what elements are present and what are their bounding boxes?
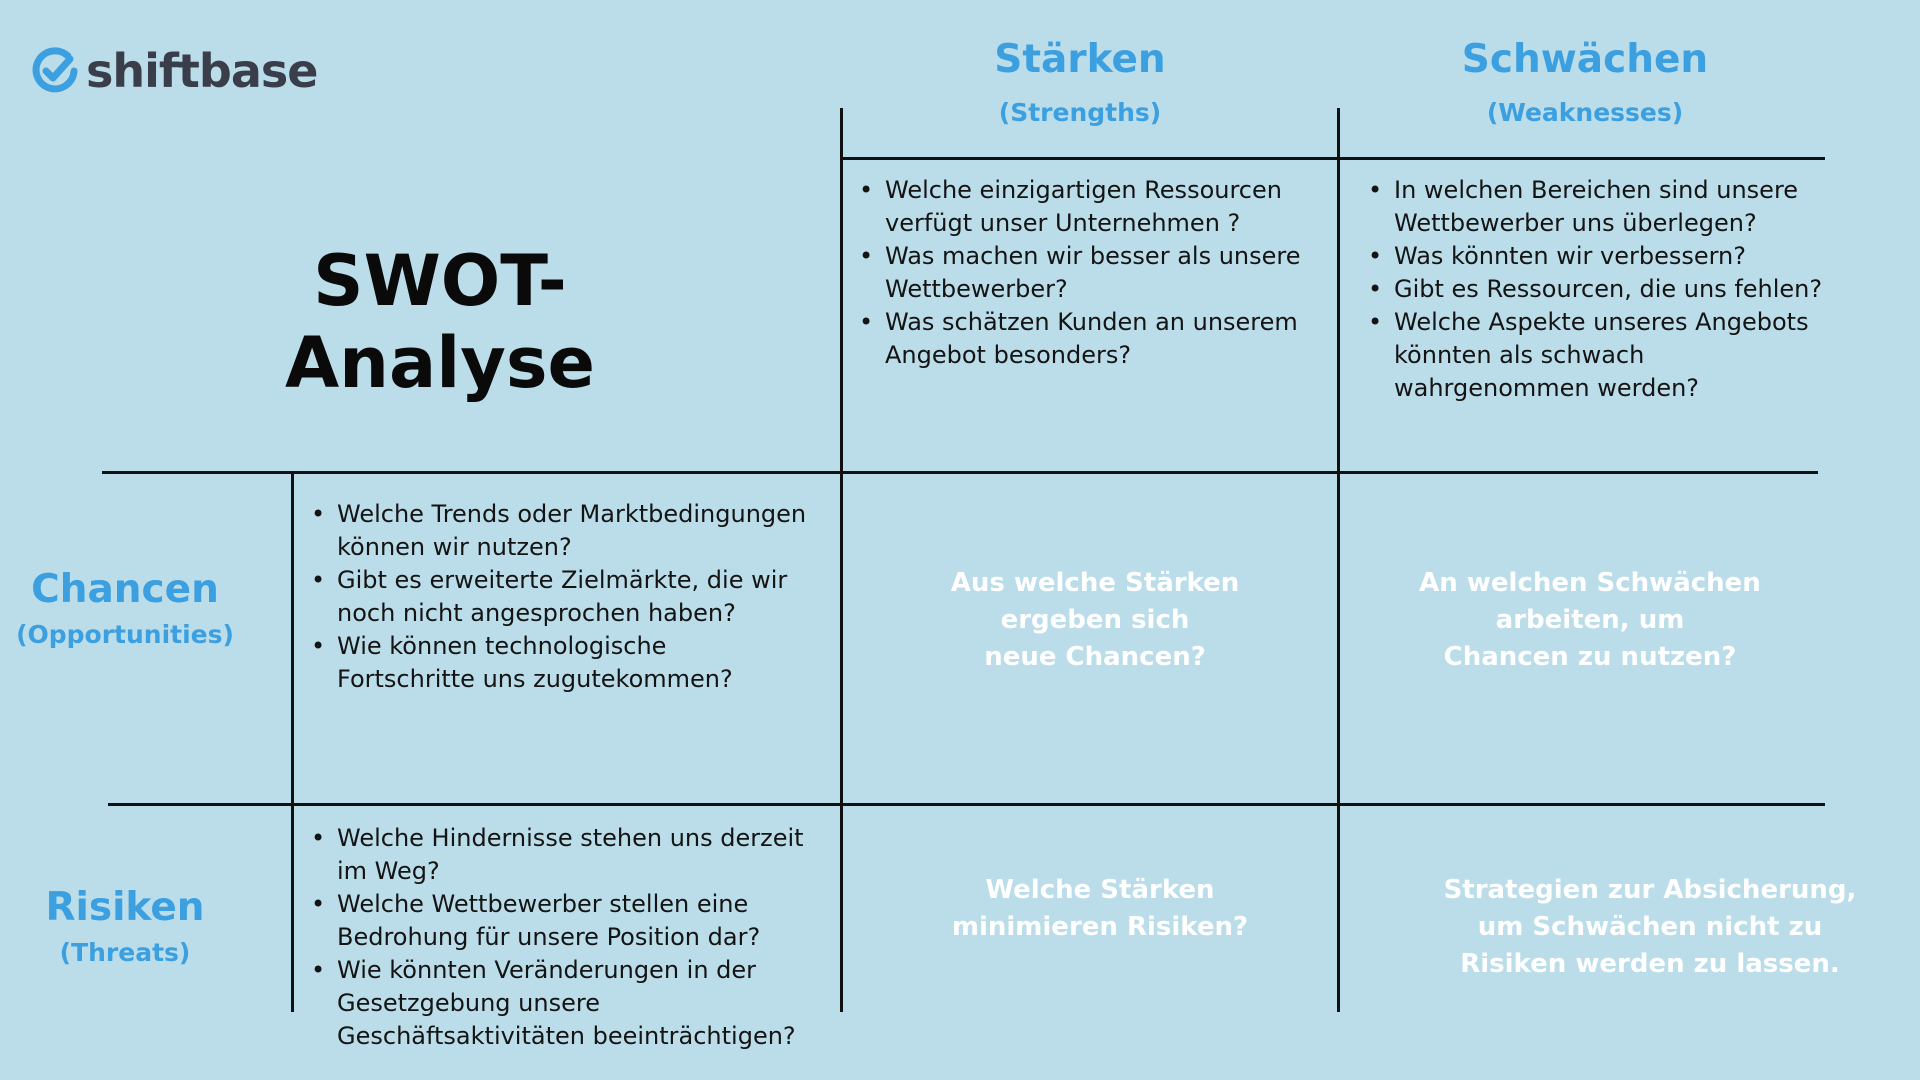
threats-subtitle: (Threats) xyxy=(59,938,191,967)
question-item: • Was könnten wir verbessern? xyxy=(1364,240,1824,273)
question-item: • Was machen wir besser als unsere Wettbewerber? xyxy=(855,240,1325,306)
threats-heading xyxy=(10,884,240,970)
prompt-line: arbeiten, um xyxy=(1495,605,1685,635)
prompt-line: Risiken werden zu lassen. xyxy=(1460,949,1840,979)
opportunities-heading xyxy=(10,566,240,652)
grid-line-vertical-2 xyxy=(1337,108,1340,1012)
prompt-line: Aus welche Stärken xyxy=(950,568,1240,598)
opportunities-subtitle: (Opportunities) xyxy=(16,620,234,649)
prompt-line: Welche Stärken xyxy=(985,875,1215,905)
logo-text: shiftbase xyxy=(86,44,318,98)
strengths-title: Stärken xyxy=(994,37,1166,82)
opportunities-title: Chancen xyxy=(31,567,219,612)
weaknesses-subtitle: (Weaknesses) xyxy=(1486,98,1684,127)
weaknesses-title: Schwächen xyxy=(1461,37,1709,82)
prompt-line: minimieren Risiken? xyxy=(951,912,1249,942)
grid-line-vertical-1 xyxy=(840,108,843,1012)
grid-line-vertical-0 xyxy=(291,471,294,1012)
threats-questions xyxy=(307,822,837,1053)
prompt-line: ergeben sich xyxy=(1000,605,1190,635)
cell-strengths-opportunities xyxy=(860,565,1330,676)
prompt-line: Chancen zu nutzen? xyxy=(1443,642,1737,672)
check-circle-icon xyxy=(30,46,80,96)
strengths-questions xyxy=(855,174,1325,372)
page-title: SWOT-Analyse xyxy=(284,240,595,404)
strengths-subtitle: (Strengths) xyxy=(998,98,1162,127)
grid-line-horizontal-top xyxy=(840,157,1825,160)
question-item: • In welchen Bereichen sind unsere Wettbewerber uns überlegen? xyxy=(1364,174,1824,240)
question-item: • Gibt es Ressourcen, die uns fehlen? xyxy=(1364,273,1824,306)
threats-title: Risiken xyxy=(45,885,205,930)
prompt-line: um Schwächen nicht zu xyxy=(1477,912,1823,942)
prompt-line: Strategien zur Absicherung, xyxy=(1443,875,1857,905)
opportunities-questions xyxy=(307,498,807,696)
question-item: • Welche einzigartigen Ressourcen verfügt unser Unternehmen ? xyxy=(855,174,1325,240)
question-item: • Welche Wettbewerber stellen eine Bedrohung für unsere Position dar? xyxy=(307,888,837,954)
question-item: • Was schätzen Kunden an unserem Angebot besonders? xyxy=(855,306,1325,372)
grid-line-horizontal-bottom xyxy=(108,803,1825,806)
cell-weaknesses-threats xyxy=(1420,872,1880,983)
question-item: • Welche Aspekte unseres Angebots könnten als schwach wahrgenommen werden? xyxy=(1364,306,1824,405)
grid-line-horizontal-middle xyxy=(102,471,1818,474)
cell-weaknesses-opportunities xyxy=(1360,565,1820,676)
cell-strengths-threats xyxy=(865,872,1335,946)
prompt-line: neue Chancen? xyxy=(984,642,1206,672)
question-item: • Wie könnten Veränderungen in der Gesetzgebung unsere Geschäftsaktivitäten beeinträchtigen? xyxy=(307,954,837,1053)
weaknesses-questions xyxy=(1364,174,1824,405)
question-item: • Welche Trends oder Marktbedingungen können wir nutzen? xyxy=(307,498,807,564)
strengths-heading xyxy=(870,36,1290,130)
question-item: • Gibt es erweiterte Zielmärkte, die wir noch nicht angesprochen haben? xyxy=(307,564,807,630)
shiftbase-logo xyxy=(30,44,317,98)
question-item: • Welche Hindernisse stehen uns derzeit im Weg? xyxy=(307,822,837,888)
prompt-line: An welchen Schwächen xyxy=(1419,568,1761,598)
weaknesses-heading xyxy=(1375,36,1795,130)
question-item: • Wie können technologische Fortschritte uns zugutekommen? xyxy=(307,630,807,696)
